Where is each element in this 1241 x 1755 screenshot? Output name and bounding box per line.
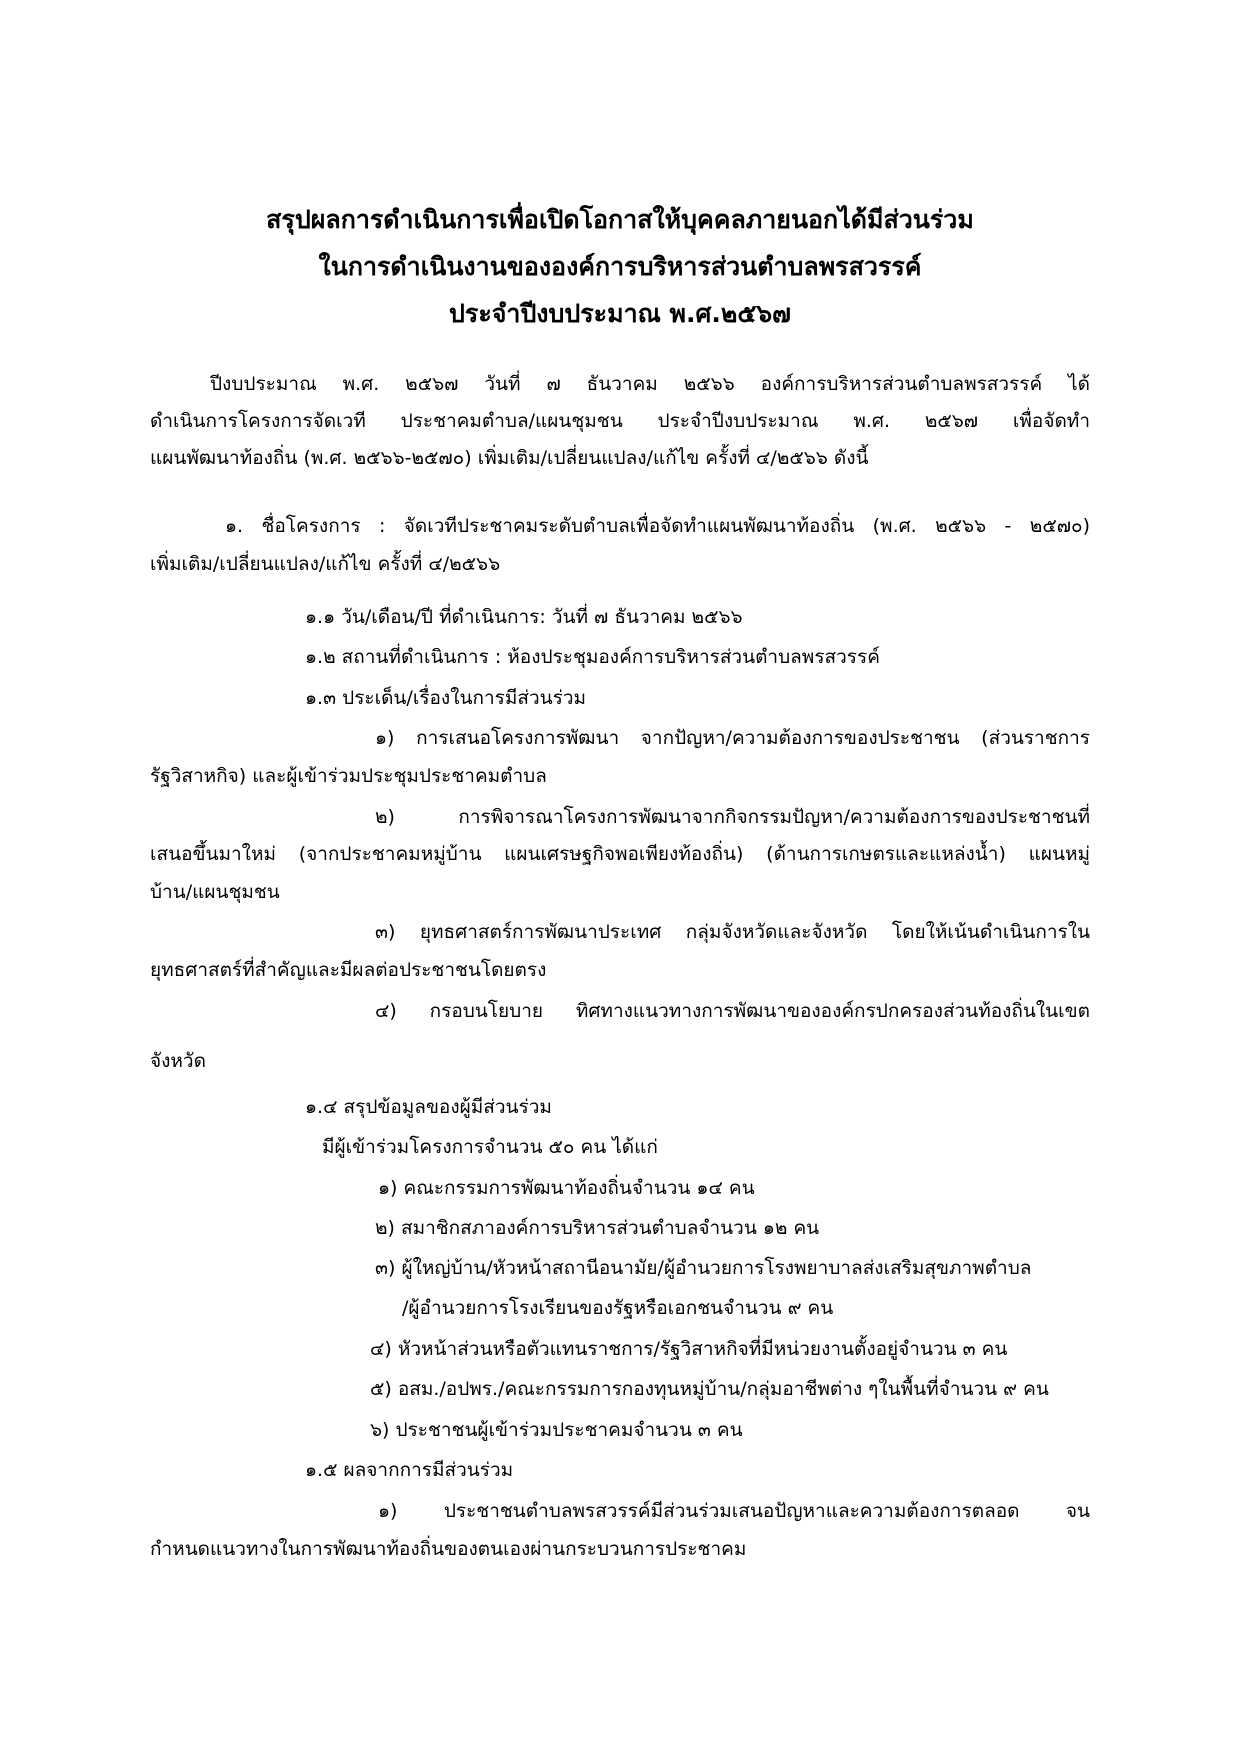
participant-group-5: ๕) อสม./อปพร./คณะกรรมการกองทุนหมู่บ้าน/กลุ่มอาชีพต่าง ๆในพื้นที่จำนวน ๙ คน bbox=[370, 1378, 1049, 1400]
title-line-2: ในการดำเนินงานขององค์การบริหารส่วนตำบลพรสวรรค์ bbox=[318, 252, 922, 281]
section-1-3-heading: ๑.๓ ประเด็น/เรื่องในการมีส่วนร่วม bbox=[305, 687, 587, 709]
issue-4-line-1: ๔) กรอบนโยบาย ทิศทางแนวทางการพัฒนาขององค์กรปกครองส่วนท้องถิ่นในเขต bbox=[375, 1000, 1090, 1022]
issue-2-line-3: บ้าน/แผนชุมชน bbox=[150, 881, 280, 903]
section-1-2: ๑.๒ สถานที่ดำเนินการ : ห้องประชุมองค์การบริหารส่วนตำบลพรสวรรค์ bbox=[305, 646, 880, 668]
participant-group-3-line-1: ๓) ผู้ใหญ่บ้าน/หัวหน้าสถานีอนามัย/ผู้อำนวยการโรงพยาบาลส่งเสริมสุขภาพตำบล bbox=[375, 1257, 1032, 1279]
result-1-line-2: กำหนดแนวทางในการพัฒนาท้องถิ่นของตนเองผ่านกระบวนการประชาคม bbox=[150, 1538, 747, 1560]
intro-line-1: ปีงบประมาณ พ.ศ. ๒๕๖๗ วันที่ ๗ ธันวาคม ๒๕๖๖ องค์การบริหารส่วนตำบลพรสวรรค์ ได้ bbox=[210, 373, 1090, 395]
issue-2-line-2: เสนอขึ้นมาใหม่ (จากประชาคมหมู่บ้าน แผนเศรษฐกิจพอเพียงท้องถิ่น) (ด้านการเกษตรและแหล่งน้ำ) แผนหมู่ bbox=[150, 843, 1090, 865]
issue-2-line-1: ๒) การพิจารณาโครงการพัฒนาจากกิจกรรมปัญหา/ความต้องการของประชาชนที่ bbox=[375, 806, 1090, 828]
intro-line-2: ดำเนินการโครงการจัดเวที ประชาคมตำบล/แผนชุมชน ประจำปีงบประมาณ พ.ศ. ๒๕๖๗ เพื่อจัดทำ bbox=[150, 410, 1090, 432]
title-line-3: ประจำปีงบประมาณ พ.ศ.๒๕๖๗ bbox=[449, 299, 791, 328]
participant-group-3-line-2: /ผู้อำนวยการโรงเรียนของรัฐหรือเอกชนจำนวน ๙ คน bbox=[402, 1297, 834, 1319]
document-title bbox=[150, 196, 1090, 337]
participant-group-6: ๖) ประชาชนผู้เข้าร่วมประชาคมจำนวน ๓ คน bbox=[370, 1419, 743, 1441]
section-1-5-heading: ๑.๕ ผลจากการมีส่วนร่วม bbox=[305, 1459, 514, 1481]
section-1-1: ๑.๑ วัน/เดือน/ปี ที่ดำเนินการ: วันที่ ๗ ธันวาคม ๒๕๖๖ bbox=[305, 606, 743, 628]
title-line-1: สรุปผลการดำเนินการเพื่อเปิดโอกาสให้บุคคลภายนอกได้มีส่วนร่วม bbox=[266, 205, 974, 234]
issue-4-line-2: จังหวัด bbox=[150, 1050, 206, 1072]
intro-line-3: แผนพัฒนาท้องถิ่น (พ.ศ. ๒๕๖๖-๒๕๗๐) เพิ่มเติม/เปลี่ยนแปลง/แก้ไข ครั้งที่ ๔/๒๕๖๖ ดังนี้ bbox=[150, 447, 869, 469]
section-1-4-heading: ๑.๔ สรุปข้อมูลของผู้มีส่วนร่วม bbox=[305, 1096, 552, 1118]
issue-3-line-2: ยุทธศาสตร์ที่สำคัญและมีผลต่อประชาชนโดยตรง bbox=[150, 959, 547, 981]
participant-group-1: ๑) คณะกรรมการพัฒนาท้องถิ่นจำนวน ๑๔ คน bbox=[378, 1177, 755, 1199]
project-name-line-1: ๑. ชื่อโครงการ : จัดเวทีประชาคมระดับตำบลเพื่อจัดทำแผนพัฒนาท้องถิ่น (พ.ศ. ๒๕๖๖ - ๒๕๗๐) bbox=[225, 515, 1090, 537]
project-name-line-2: เพิ่มเติม/เปลี่ยนแปลง/แก้ไข ครั้งที่ ๔/๒๕๖๖ bbox=[150, 553, 501, 575]
participant-group-2: ๒) สมาชิกสภาองค์การบริหารส่วนตำบลจำนวน ๑๒ คน bbox=[375, 1217, 820, 1239]
participants-total: มีผู้เข้าร่วมโครงการจำนวน ๕๐ คน ได้แก่ bbox=[322, 1136, 658, 1158]
issue-1-line-1: ๑) การเสนอโครงการพัฒนา จากปัญหา/ความต้องการของประชาชน (ส่วนราชการ bbox=[375, 727, 1090, 749]
issue-1-line-2: รัฐวิสาหกิจ) และผู้เข้าร่วมประชุมประชาคมตำบล bbox=[150, 765, 547, 787]
result-1-line-1: ๑) ประชาชนตำบลพรสวรรค์มีส่วนร่วมเสนอปัญหาและความต้องการตลอด จน bbox=[378, 1500, 1090, 1522]
participant-group-4: ๔) หัวหน้าส่วนหรือตัวแทนราชการ/รัฐวิสาหกิจที่มีหน่วยงานตั้งอยู่จำนวน ๓ คน bbox=[370, 1338, 1008, 1360]
issue-3-line-1: ๓) ยุทธศาสตร์การพัฒนาประเทศ กลุ่มจังหวัดและจังหวัด โดยให้เน้นดำเนินการใน bbox=[375, 921, 1090, 943]
